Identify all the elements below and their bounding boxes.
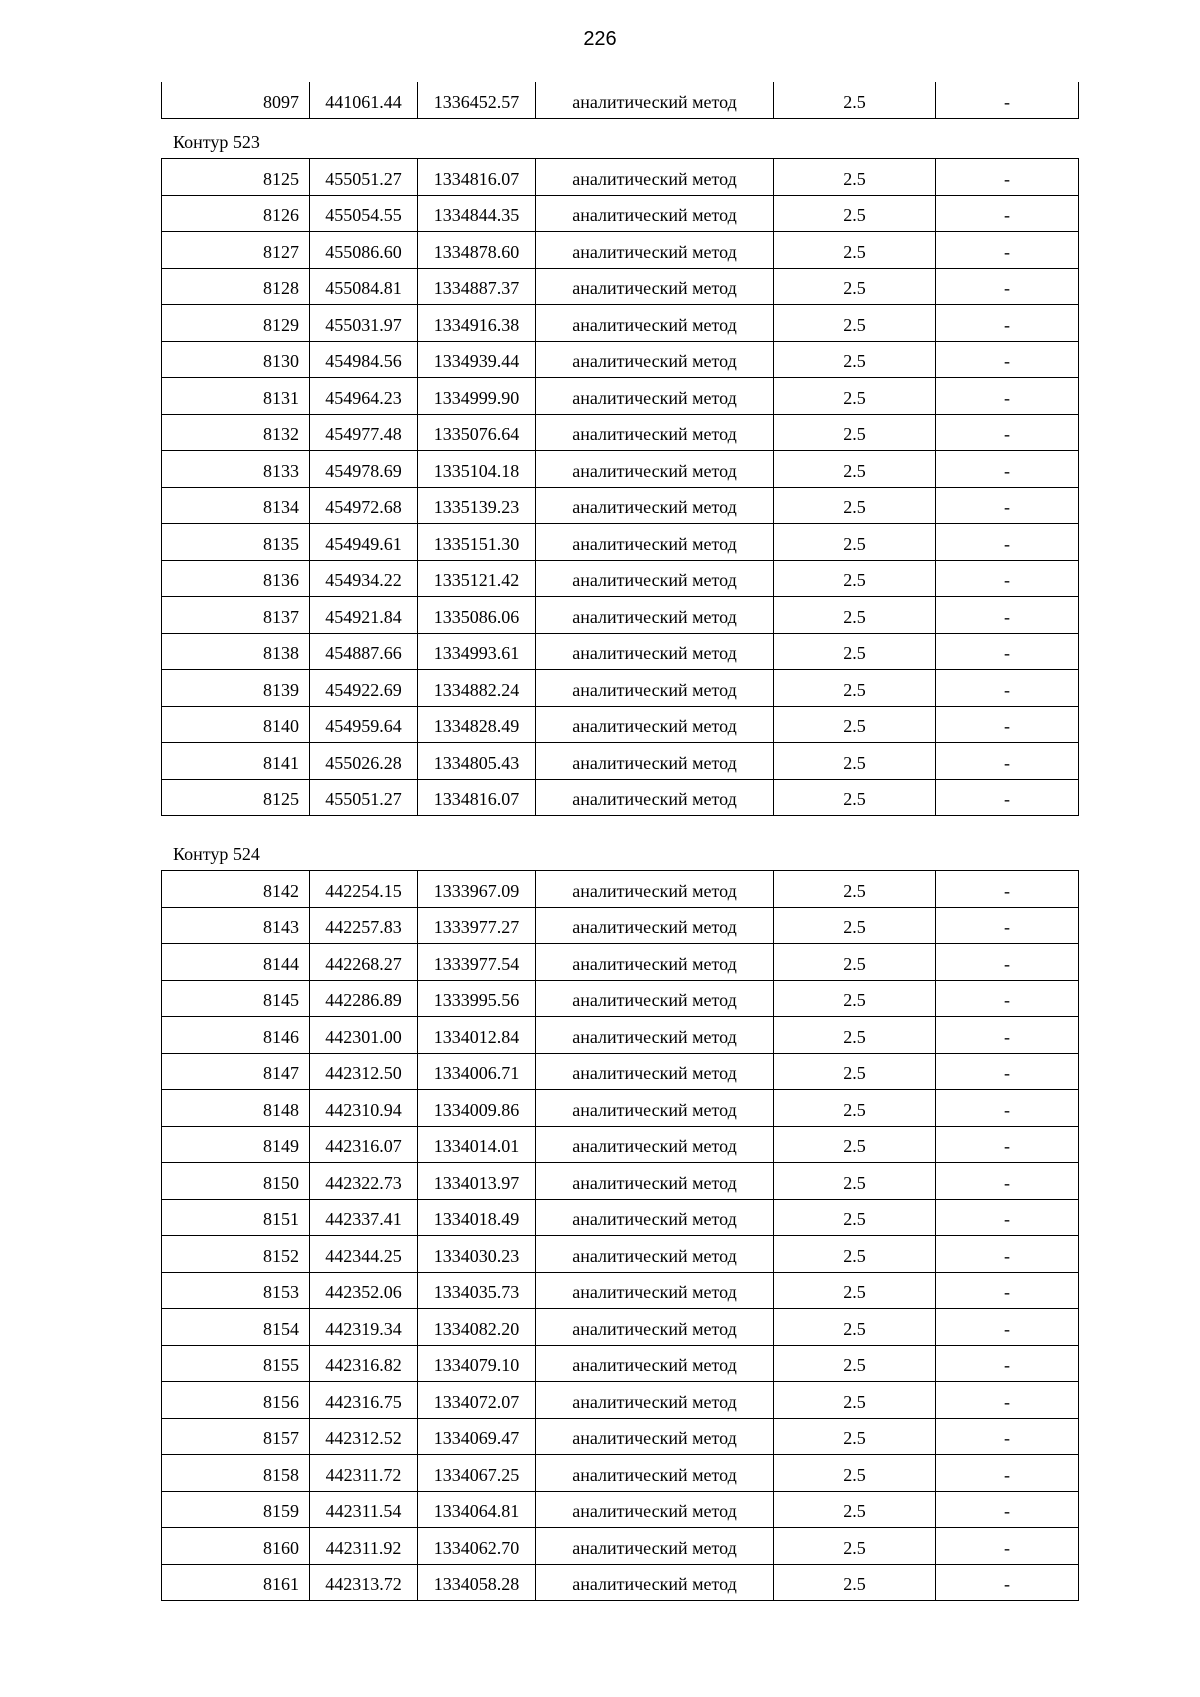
point-number-cell: 8155	[162, 1345, 310, 1382]
table-row	[162, 1345, 1079, 1382]
table-row	[162, 414, 1079, 451]
note-cell: -	[936, 1455, 1079, 1492]
table-row	[162, 305, 1079, 342]
accuracy-cell: 2.5	[774, 451, 936, 488]
method-cell: аналитический метод	[536, 487, 774, 524]
y-coordinate-cell: 1334882.24	[418, 670, 536, 707]
x-coordinate-cell: 442319.34	[310, 1309, 418, 1346]
point-number-cell: 8142	[162, 871, 310, 908]
point-number-cell: 8130	[162, 341, 310, 378]
x-coordinate-cell: 442312.52	[310, 1418, 418, 1455]
point-number-cell: 8150	[162, 1163, 310, 1200]
x-coordinate-cell: 442352.06	[310, 1272, 418, 1309]
continuation-table-block	[161, 82, 1078, 119]
table-row	[162, 871, 1079, 908]
method-cell: аналитический метод	[536, 82, 774, 119]
accuracy-cell: 2.5	[774, 779, 936, 816]
accuracy-cell: 2.5	[774, 378, 936, 415]
y-coordinate-cell: 1334816.07	[418, 779, 536, 816]
contour-523-block	[161, 122, 1078, 816]
method-cell: аналитический метод	[536, 159, 774, 196]
point-number-cell: 8143	[162, 907, 310, 944]
note-cell: -	[936, 944, 1079, 981]
table-row	[162, 1455, 1079, 1492]
table-row	[162, 944, 1079, 981]
y-coordinate-cell: 1334006.71	[418, 1053, 536, 1090]
note-cell: -	[936, 305, 1079, 342]
table-row	[162, 195, 1079, 232]
table-row	[162, 1418, 1079, 1455]
x-coordinate-cell: 442268.27	[310, 944, 418, 981]
accuracy-cell: 2.5	[774, 1564, 936, 1601]
point-number-cell: 8132	[162, 414, 310, 451]
y-coordinate-cell: 1334916.38	[418, 305, 536, 342]
x-coordinate-cell: 442257.83	[310, 907, 418, 944]
table-row	[162, 980, 1079, 1017]
accuracy-cell: 2.5	[774, 82, 936, 119]
table-row	[162, 1272, 1079, 1309]
x-coordinate-cell: 442316.07	[310, 1126, 418, 1163]
method-cell: аналитический метод	[536, 1345, 774, 1382]
method-cell: аналитический метод	[536, 1090, 774, 1127]
method-cell: аналитический метод	[536, 1017, 774, 1054]
note-cell: -	[936, 341, 1079, 378]
point-number-cell: 8134	[162, 487, 310, 524]
x-coordinate-cell: 455054.55	[310, 195, 418, 232]
table-row	[162, 1199, 1079, 1236]
contour-title: Контур 524	[173, 844, 260, 864]
x-coordinate-cell: 454964.23	[310, 378, 418, 415]
y-coordinate-cell: 1334072.07	[418, 1382, 536, 1419]
note-cell: -	[936, 1236, 1079, 1273]
accuracy-cell: 2.5	[774, 1418, 936, 1455]
method-cell: аналитический метод	[536, 1199, 774, 1236]
y-coordinate-cell: 1334887.37	[418, 268, 536, 305]
accuracy-cell: 2.5	[774, 305, 936, 342]
note-cell: -	[936, 1564, 1079, 1601]
method-cell: аналитический метод	[536, 633, 774, 670]
method-cell: аналитический метод	[536, 414, 774, 451]
point-number-cell: 8141	[162, 743, 310, 780]
table-row	[162, 597, 1079, 634]
y-coordinate-cell: 1334828.49	[418, 706, 536, 743]
table-row	[162, 378, 1079, 415]
note-cell: -	[936, 743, 1079, 780]
y-coordinate-cell: 1334082.20	[418, 1309, 536, 1346]
table-row	[162, 1309, 1079, 1346]
method-cell: аналитический метод	[536, 1236, 774, 1273]
y-coordinate-cell: 1333995.56	[418, 980, 536, 1017]
method-cell: аналитический метод	[536, 341, 774, 378]
y-coordinate-cell: 1334058.28	[418, 1564, 536, 1601]
note-cell: -	[936, 980, 1079, 1017]
note-cell: -	[936, 268, 1079, 305]
method-cell: аналитический метод	[536, 268, 774, 305]
point-number-cell: 8156	[162, 1382, 310, 1419]
table-row	[162, 779, 1079, 816]
x-coordinate-cell: 455084.81	[310, 268, 418, 305]
accuracy-cell: 2.5	[774, 706, 936, 743]
y-coordinate-cell: 1334805.43	[418, 743, 536, 780]
method-cell: аналитический метод	[536, 195, 774, 232]
table-row	[162, 159, 1079, 196]
method-cell: аналитический метод	[536, 871, 774, 908]
table-row	[162, 1017, 1079, 1054]
point-number-cell: 8131	[162, 378, 310, 415]
method-cell: аналитический метод	[536, 743, 774, 780]
y-coordinate-cell: 1335076.64	[418, 414, 536, 451]
y-coordinate-cell: 1334844.35	[418, 195, 536, 232]
table-row	[162, 1564, 1079, 1601]
note-cell: -	[936, 1418, 1079, 1455]
method-cell: аналитический метод	[536, 1309, 774, 1346]
x-coordinate-cell: 441061.44	[310, 82, 418, 119]
y-coordinate-cell: 1334878.60	[418, 232, 536, 269]
accuracy-cell: 2.5	[774, 633, 936, 670]
accuracy-cell: 2.5	[774, 524, 936, 561]
x-coordinate-cell: 442313.72	[310, 1564, 418, 1601]
method-cell: аналитический метод	[536, 779, 774, 816]
method-cell: аналитический метод	[536, 1564, 774, 1601]
y-coordinate-cell: 1334079.10	[418, 1345, 536, 1382]
note-cell: -	[936, 378, 1079, 415]
method-cell: аналитический метод	[536, 524, 774, 561]
y-coordinate-cell: 1335139.23	[418, 487, 536, 524]
x-coordinate-cell: 442311.54	[310, 1491, 418, 1528]
point-number-cell: 8151	[162, 1199, 310, 1236]
x-coordinate-cell: 442322.73	[310, 1163, 418, 1200]
point-number-cell: 8145	[162, 980, 310, 1017]
point-number-cell: 8154	[162, 1309, 310, 1346]
accuracy-cell: 2.5	[774, 944, 936, 981]
method-cell: аналитический метод	[536, 1163, 774, 1200]
x-coordinate-cell: 442311.92	[310, 1528, 418, 1565]
note-cell: -	[936, 414, 1079, 451]
accuracy-cell: 2.5	[774, 871, 936, 908]
accuracy-cell: 2.5	[774, 597, 936, 634]
method-cell: аналитический метод	[536, 1528, 774, 1565]
table-row	[162, 82, 1079, 119]
x-coordinate-cell: 455051.27	[310, 159, 418, 196]
note-cell: -	[936, 779, 1079, 816]
point-number-cell: 8144	[162, 944, 310, 981]
x-coordinate-cell: 454977.48	[310, 414, 418, 451]
accuracy-cell: 2.5	[774, 341, 936, 378]
point-number-cell: 8149	[162, 1126, 310, 1163]
method-cell: аналитический метод	[536, 560, 774, 597]
accuracy-cell: 2.5	[774, 670, 936, 707]
note-cell: -	[936, 871, 1079, 908]
note-cell: -	[936, 907, 1079, 944]
table-row	[162, 743, 1079, 780]
note-cell: -	[936, 1199, 1079, 1236]
table-row	[162, 1126, 1079, 1163]
point-number-cell: 8138	[162, 633, 310, 670]
point-number-cell: 8147	[162, 1053, 310, 1090]
table-row	[162, 1163, 1079, 1200]
x-coordinate-cell: 454887.66	[310, 633, 418, 670]
method-cell: аналитический метод	[536, 670, 774, 707]
method-cell: аналитический метод	[536, 907, 774, 944]
point-number-cell: 8133	[162, 451, 310, 488]
method-cell: аналитический метод	[536, 1053, 774, 1090]
note-cell: -	[936, 487, 1079, 524]
method-cell: аналитический метод	[536, 232, 774, 269]
table-row	[162, 1053, 1079, 1090]
y-coordinate-cell: 1334018.49	[418, 1199, 536, 1236]
contour-524-block	[161, 834, 1078, 1601]
x-coordinate-cell: 454921.84	[310, 597, 418, 634]
y-coordinate-cell: 1334035.73	[418, 1272, 536, 1309]
y-coordinate-cell: 1334062.70	[418, 1528, 536, 1565]
contour-524-table	[161, 870, 1079, 1601]
method-cell: аналитический метод	[536, 1418, 774, 1455]
accuracy-cell: 2.5	[774, 1345, 936, 1382]
point-number-cell: 8127	[162, 232, 310, 269]
note-cell: -	[936, 1163, 1079, 1200]
y-coordinate-cell: 1334069.47	[418, 1418, 536, 1455]
note-cell: -	[936, 633, 1079, 670]
y-coordinate-cell: 1335104.18	[418, 451, 536, 488]
accuracy-cell: 2.5	[774, 1528, 936, 1565]
y-coordinate-cell: 1336452.57	[418, 82, 536, 119]
x-coordinate-cell: 455051.27	[310, 779, 418, 816]
x-coordinate-cell: 442344.25	[310, 1236, 418, 1273]
accuracy-cell: 2.5	[774, 159, 936, 196]
accuracy-cell: 2.5	[774, 1491, 936, 1528]
accuracy-cell: 2.5	[774, 1053, 936, 1090]
point-number-cell: 8140	[162, 706, 310, 743]
y-coordinate-cell: 1335121.42	[418, 560, 536, 597]
y-coordinate-cell: 1334067.25	[418, 1455, 536, 1492]
x-coordinate-cell: 454972.68	[310, 487, 418, 524]
point-number-cell: 8137	[162, 597, 310, 634]
y-coordinate-cell: 1333977.27	[418, 907, 536, 944]
accuracy-cell: 2.5	[774, 268, 936, 305]
accuracy-cell: 2.5	[774, 1272, 936, 1309]
accuracy-cell: 2.5	[774, 560, 936, 597]
note-cell: -	[936, 232, 1079, 269]
y-coordinate-cell: 1334030.23	[418, 1236, 536, 1273]
point-number-cell: 8128	[162, 268, 310, 305]
method-cell: аналитический метод	[536, 706, 774, 743]
point-number-cell: 8158	[162, 1455, 310, 1492]
x-coordinate-cell: 455026.28	[310, 743, 418, 780]
table-row	[162, 706, 1079, 743]
table-row	[162, 1528, 1079, 1565]
note-cell: -	[936, 524, 1079, 561]
table-row	[162, 451, 1079, 488]
method-cell: аналитический метод	[536, 1455, 774, 1492]
x-coordinate-cell: 442316.75	[310, 1382, 418, 1419]
accuracy-cell: 2.5	[774, 232, 936, 269]
note-cell: -	[936, 195, 1079, 232]
x-coordinate-cell: 455086.60	[310, 232, 418, 269]
accuracy-cell: 2.5	[774, 1382, 936, 1419]
point-number-cell: 8097	[162, 82, 310, 119]
table-row	[162, 633, 1079, 670]
accuracy-cell: 2.5	[774, 1236, 936, 1273]
method-cell: аналитический метод	[536, 1126, 774, 1163]
y-coordinate-cell: 1333967.09	[418, 871, 536, 908]
x-coordinate-cell: 454978.69	[310, 451, 418, 488]
accuracy-cell: 2.5	[774, 907, 936, 944]
table-row	[162, 1382, 1079, 1419]
x-coordinate-cell: 454984.56	[310, 341, 418, 378]
accuracy-cell: 2.5	[774, 414, 936, 451]
note-cell: -	[936, 597, 1079, 634]
y-coordinate-cell: 1334939.44	[418, 341, 536, 378]
point-number-cell: 8129	[162, 305, 310, 342]
point-number-cell: 8135	[162, 524, 310, 561]
accuracy-cell: 2.5	[774, 195, 936, 232]
y-coordinate-cell: 1334014.01	[418, 1126, 536, 1163]
x-coordinate-cell: 442316.82	[310, 1345, 418, 1382]
point-number-cell: 8126	[162, 195, 310, 232]
accuracy-cell: 2.5	[774, 1309, 936, 1346]
y-coordinate-cell: 1335151.30	[418, 524, 536, 561]
x-coordinate-cell: 442311.72	[310, 1455, 418, 1492]
x-coordinate-cell: 442301.00	[310, 1017, 418, 1054]
contour-title: Контур 523	[173, 132, 260, 152]
accuracy-cell: 2.5	[774, 1163, 936, 1200]
note-cell: -	[936, 706, 1079, 743]
point-number-cell: 8159	[162, 1491, 310, 1528]
accuracy-cell: 2.5	[774, 743, 936, 780]
y-coordinate-cell: 1334816.07	[418, 159, 536, 196]
accuracy-cell: 2.5	[774, 1126, 936, 1163]
table-row	[162, 907, 1079, 944]
note-cell: -	[936, 159, 1079, 196]
method-cell: аналитический метод	[536, 1382, 774, 1419]
table-row	[162, 670, 1079, 707]
x-coordinate-cell: 442312.50	[310, 1053, 418, 1090]
point-number-cell: 8152	[162, 1236, 310, 1273]
note-cell: -	[936, 1017, 1079, 1054]
table-row	[162, 232, 1079, 269]
point-number-cell: 8139	[162, 670, 310, 707]
method-cell: аналитический метод	[536, 1491, 774, 1528]
table-row	[162, 1491, 1079, 1528]
accuracy-cell: 2.5	[774, 1199, 936, 1236]
y-coordinate-cell: 1334999.90	[418, 378, 536, 415]
point-number-cell: 8125	[162, 779, 310, 816]
accuracy-cell: 2.5	[774, 1090, 936, 1127]
point-number-cell: 8148	[162, 1090, 310, 1127]
point-number-cell: 8125	[162, 159, 310, 196]
x-coordinate-cell: 442337.41	[310, 1199, 418, 1236]
accuracy-cell: 2.5	[774, 1455, 936, 1492]
x-coordinate-cell: 442286.89	[310, 980, 418, 1017]
note-cell: -	[936, 560, 1079, 597]
table-row	[162, 487, 1079, 524]
x-coordinate-cell: 454949.61	[310, 524, 418, 561]
note-cell: -	[936, 82, 1079, 119]
note-cell: -	[936, 1309, 1079, 1346]
point-number-cell: 8136	[162, 560, 310, 597]
accuracy-cell: 2.5	[774, 487, 936, 524]
x-coordinate-cell: 442310.94	[310, 1090, 418, 1127]
method-cell: аналитический метод	[536, 980, 774, 1017]
table-row	[162, 341, 1079, 378]
method-cell: аналитический метод	[536, 944, 774, 981]
y-coordinate-cell: 1334993.61	[418, 633, 536, 670]
point-number-cell: 8146	[162, 1017, 310, 1054]
note-cell: -	[936, 1345, 1079, 1382]
page-number: 226	[583, 28, 617, 50]
note-cell: -	[936, 1491, 1079, 1528]
note-cell: -	[936, 1382, 1079, 1419]
point-number-cell: 8161	[162, 1564, 310, 1601]
contour-523-table	[161, 158, 1079, 816]
y-coordinate-cell: 1335086.06	[418, 597, 536, 634]
continuation-table	[161, 82, 1079, 119]
note-cell: -	[936, 1126, 1079, 1163]
table-row	[162, 268, 1079, 305]
y-coordinate-cell: 1334012.84	[418, 1017, 536, 1054]
table-row	[162, 1236, 1079, 1273]
method-cell: аналитический метод	[536, 305, 774, 342]
table-row	[162, 524, 1079, 561]
point-number-cell: 8160	[162, 1528, 310, 1565]
point-number-cell: 8153	[162, 1272, 310, 1309]
table-row	[162, 1090, 1079, 1127]
note-cell: -	[936, 1528, 1079, 1565]
method-cell: аналитический метод	[536, 378, 774, 415]
x-coordinate-cell: 442254.15	[310, 871, 418, 908]
method-cell: аналитический метод	[536, 597, 774, 634]
table-row	[162, 560, 1079, 597]
y-coordinate-cell: 1334064.81	[418, 1491, 536, 1528]
method-cell: аналитический метод	[536, 451, 774, 488]
accuracy-cell: 2.5	[774, 980, 936, 1017]
note-cell: -	[936, 1053, 1079, 1090]
point-number-cell: 8157	[162, 1418, 310, 1455]
x-coordinate-cell: 454934.22	[310, 560, 418, 597]
x-coordinate-cell: 454922.69	[310, 670, 418, 707]
note-cell: -	[936, 451, 1079, 488]
note-cell: -	[936, 670, 1079, 707]
y-coordinate-cell: 1334013.97	[418, 1163, 536, 1200]
method-cell: аналитический метод	[536, 1272, 774, 1309]
note-cell: -	[936, 1272, 1079, 1309]
note-cell: -	[936, 1090, 1079, 1127]
y-coordinate-cell: 1333977.54	[418, 944, 536, 981]
x-coordinate-cell: 455031.97	[310, 305, 418, 342]
y-coordinate-cell: 1334009.86	[418, 1090, 536, 1127]
accuracy-cell: 2.5	[774, 1017, 936, 1054]
x-coordinate-cell: 454959.64	[310, 706, 418, 743]
